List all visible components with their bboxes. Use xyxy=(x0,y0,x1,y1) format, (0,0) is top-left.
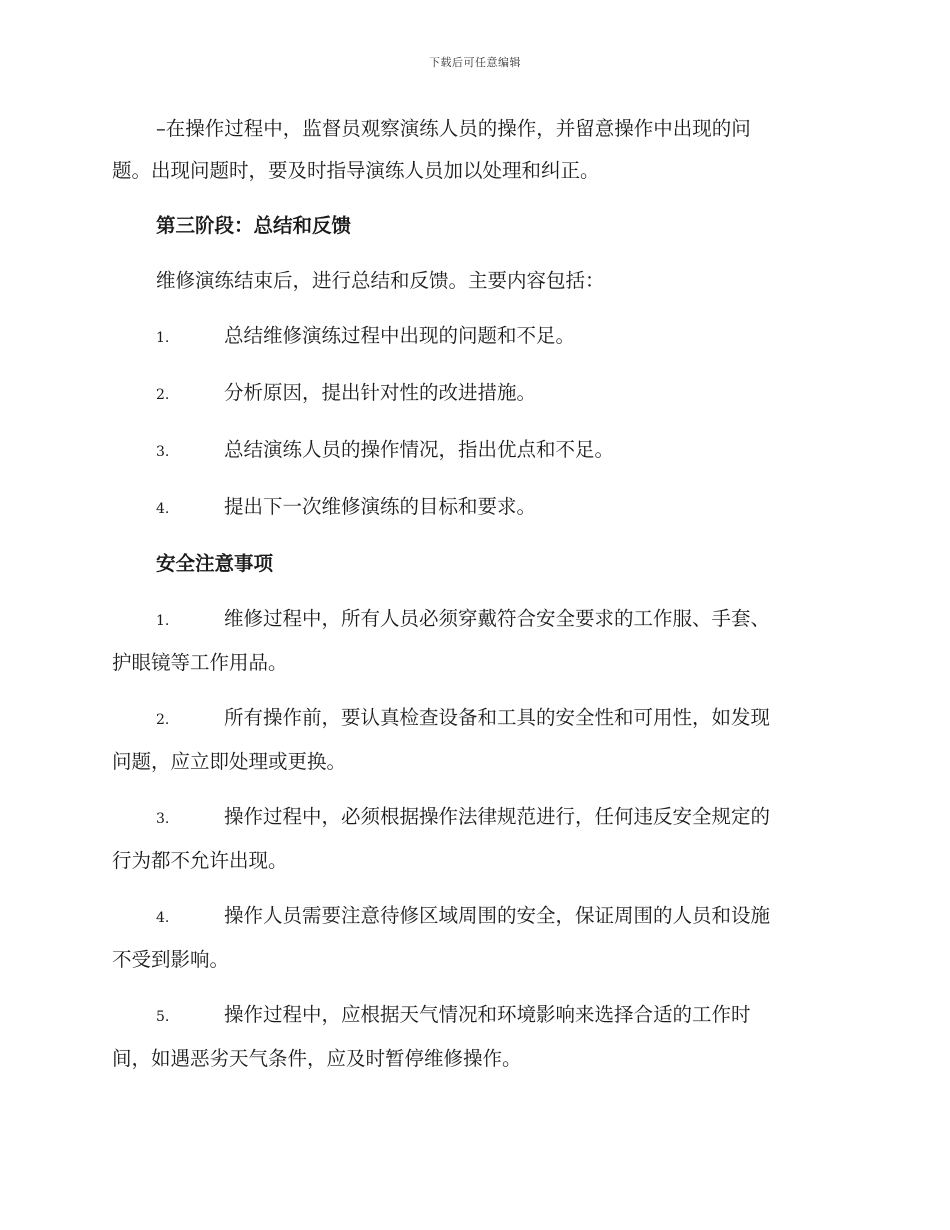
safety-item xyxy=(112,697,842,783)
list-text-line-2: 不受到影响。 xyxy=(112,948,230,971)
list-text-line-2: 行为都不允许出现。 xyxy=(112,849,288,872)
page-header: 下载后可任意编辑 xyxy=(429,56,521,69)
list-text: 分析原因，提出针对性的改进措施。 xyxy=(224,381,537,404)
list-number: 3. xyxy=(156,444,170,460)
list-text: 提出下一次维修演练的目标和要求。 xyxy=(224,495,537,518)
safety-item xyxy=(112,796,842,882)
safety-item xyxy=(112,994,842,1080)
intro-line-1: –在操作过程中，监督员观察演练人员的操作，并留意操作中出现的问 xyxy=(156,117,751,140)
list-text-line-2: 问题，应立即处理或更换。 xyxy=(112,750,347,773)
list-number: 3. xyxy=(156,811,170,827)
list-number: 5. xyxy=(156,1009,170,1025)
document-body xyxy=(112,108,842,1080)
list-number: 2. xyxy=(156,387,170,403)
safety-item xyxy=(112,895,842,981)
list-text-line-1: 操作过程中，应根据天气情况和环境影响来选择合适的工作时 xyxy=(224,1003,751,1026)
safety-heading: 安全注意事项 xyxy=(156,552,274,575)
list-text-line-2: 护眼镜等工作用品。 xyxy=(112,651,288,674)
stage3-item xyxy=(112,315,842,359)
list-number: 1. xyxy=(156,613,170,629)
list-text: 总结演练人员的操作情况，指出优点和不足。 xyxy=(224,438,615,461)
list-text: 总结维修演练过程中出现的问题和不足。 xyxy=(224,324,576,347)
list-text-line-1: 操作人员需要注意待修区域周围的安全，保证周围的人员和设施 xyxy=(224,904,771,927)
list-number: 2. xyxy=(156,712,170,728)
stage3-heading: 第三阶段：总结和反馈 xyxy=(156,214,352,237)
list-text-line-2: 间，如遇恶劣天气条件，应及时暂停维修操作。 xyxy=(112,1047,522,1070)
stage3-item xyxy=(112,372,842,416)
list-number: 4. xyxy=(156,501,170,517)
intro-paragraph xyxy=(112,108,842,192)
list-text-line-1: 操作过程中，必须根据操作法律规范进行，任何违反安全规定的 xyxy=(224,805,771,828)
list-number: 1. xyxy=(156,330,170,346)
list-text-line-1: 维修过程中，所有人员必须穿戴符合安全要求的工作服、手套、 xyxy=(224,607,771,630)
intro-line-2: 题。出现问题时，要及时指导演练人员加以处理和纠正。 xyxy=(112,159,600,182)
stage3-item xyxy=(112,486,842,530)
list-text-line-1: 所有操作前，要认真检查设备和工具的安全性和可用性，如发现 xyxy=(224,706,771,729)
list-number: 4. xyxy=(156,910,170,926)
stage3-lead: 维修演练结束后，进行总结和反馈。主要内容包括： xyxy=(156,269,605,292)
safety-item xyxy=(112,598,842,684)
stage3-item xyxy=(112,429,842,473)
